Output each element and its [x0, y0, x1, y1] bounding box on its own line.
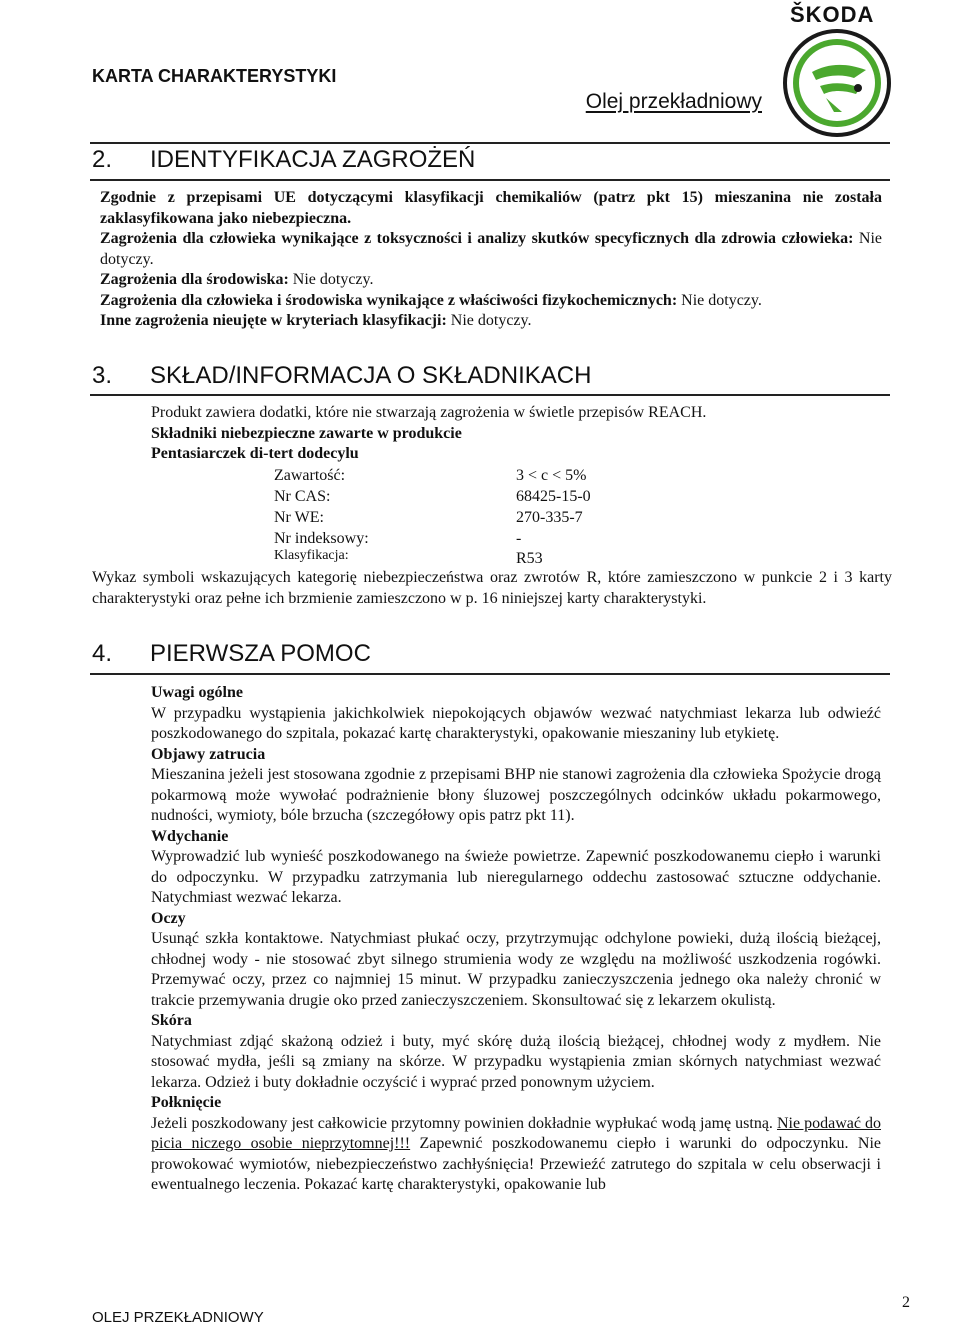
- section-2-title: IDENTYFIKACJA ZAGROŻEŃ: [150, 146, 476, 173]
- hazardous-components-heading: Składniki niebezpieczne zawarte w produkcie: [151, 424, 462, 442]
- section-2-body: [100, 188, 882, 332]
- other-hazards-value: Nie dotyczy.: [450, 312, 532, 329]
- health-hazards: [100, 229, 882, 270]
- other-hazards-label: Inne zagrożenia nieujęte w kryteriach klasyfikacji:: [100, 312, 447, 329]
- composition-label: Zawartość:: [274, 467, 346, 484]
- section-3-number: 3.: [92, 362, 113, 389]
- cas-label: Nr CAS:: [274, 488, 331, 505]
- symptoms-text: Mieszanina jeżeli jest stosowana zgodnie z przepisami BHP nie stanowi zagrożenia dla człowieka Spożycie drogą pokarmową może wywołać podrażnienie błony śluzowej poszczególnych odcinków układu pokarmowego, nudności, wymioty, bóle brzucha (szczegółowy opis patrz pkt 11).: [151, 766, 881, 824]
- ingestion-warning: Nie podawać do picia niczego osobie nieprzytomnej!!!: [151, 1114, 882, 1152]
- inhalation-text: Wyprowadzić lub wynieść poszkodowanego na świeże powietrze. Zapewnić poszkodowanemu ciepło i warunki do odpoczynku. W przypadku zatrzymania lub nieregularnego oddechu zastosować sztuczne oddychanie. Natychmiast wezwać lekarza.: [151, 848, 881, 906]
- eyes-text: Usunąć szkła kontaktowe. Natychmiast płukać oczy, przytrzymując odchylone powieki, dużą ilością bieżącej, chłodnej wody - nie stosować zbyt silnego strumienia wody ze względu na możliwość uszkodzenia rogówki. Przemywać oczy, przez co najmniej 15 minut. W przypadku zanieczyszczenia jednego oka należy chronić w trakcie przemywania drugie oko przed zanieczyszczeniem. Skonsultować się z lekarzem okulistą.: [151, 930, 881, 1009]
- general-heading: Uwagi ogólne: [151, 684, 243, 701]
- ingestion-text-a: Jeżeli poszkodowany jest całkowicie przytomny powinien dokładnie wypłukać wodą jamę ustną.: [151, 1114, 773, 1132]
- health-hazards-label: Zagrożenia dla człowieka wynikające z toksyczności i analizy skutków specyficznych dla zdrowia człowieka:: [100, 230, 854, 247]
- environment-hazards-value: Nie dotyczy.: [292, 271, 374, 288]
- skin-heading: Skóra: [151, 1012, 192, 1029]
- section-4-number: 4.: [92, 640, 113, 667]
- eyes-heading: Oczy: [151, 909, 186, 927]
- ec-value: 270-335-7: [516, 509, 583, 526]
- reach-statement: Produkt zawiera dodatki, które nie stwarzają zagrożenia w świetle przepisów REACH.: [151, 404, 707, 421]
- ingestion-text-b: Zapewnić poszkodowanemu ciepło i warunki do odpoczynku. Nie prowokować wymiotów, niebezpieczeństwo zachłyśnięcia! Przewieźć zatrutego do szpitala w celu obserwacji i ewentualnego leczenia. Pokazać kartę charakterystyki, opakowanie lub: [151, 1135, 882, 1193]
- index-label: Nr indeksowy:: [274, 530, 369, 547]
- footer-product-name: OLEJ PRZEKŁADNIOWY: [92, 1309, 264, 1326]
- section-3-divider: [90, 394, 890, 396]
- classification-statement: Zgodnie z przepisami UE dotyczącymi klasyfikacji chemikaliów (patrz pkt 15) mieszanina nie została zaklasyfikowana jako niebezpieczna.: [100, 189, 882, 227]
- section-4-heading: [92, 640, 371, 668]
- cas-value: 68425-15-0: [516, 488, 591, 505]
- inhalation-heading: Wdychanie: [151, 827, 229, 845]
- product-title: Olej przekładniowy: [585, 90, 762, 113]
- symptoms-heading: Objawy zatrucia: [151, 745, 266, 763]
- section-3-intro: [151, 403, 881, 465]
- ec-label: Nr WE:: [274, 509, 324, 526]
- section-4-divider: [90, 673, 890, 675]
- document-title: KARTA CHARAKTERYSTYKI: [92, 66, 337, 86]
- classification-value: R53: [516, 550, 543, 567]
- section-2-divider: [90, 179, 890, 181]
- section-3-title: SKŁAD/INFORMACJA O SKŁADNIKACH: [150, 362, 592, 389]
- general-text: W przypadku wystąpienia jakichkolwiek niepokojących objawów wezwać natychmiast lekarza lub odwieźć poszkodowanego do szpitala, pokazać kartę charakterystyki, opakowanie mieszaniny lub etykietę.: [151, 704, 881, 742]
- index-value: -: [516, 530, 522, 547]
- composition-value: 3 < c < 5%: [516, 467, 587, 484]
- section-2-number: 2.: [92, 146, 113, 173]
- brand-wordmark: ŠKODA: [790, 2, 875, 27]
- physchem-hazards-label: Zagrożenia dla człowieka i środowiska wynikające z właściwości fizykochemicznych:: [100, 291, 678, 309]
- header-divider: [90, 142, 890, 144]
- section-4-title: PIERWSZA POMOC: [150, 640, 371, 667]
- skoda-logo-icon: [782, 28, 892, 138]
- section-3-note: [92, 568, 892, 609]
- other-hazards: [100, 311, 882, 332]
- ingestion-heading: Połknięcie: [151, 1094, 222, 1111]
- section-3-heading: [92, 362, 591, 390]
- physchem-hazards-value: Nie dotyczy.: [681, 291, 762, 309]
- physchem-hazards: [100, 291, 882, 312]
- section-4-body: [151, 683, 881, 1196]
- symbols-note: Wykaz symboli wskazujących kategorię niebezpieczeństwa oraz zwrotów R, które zamieszczono w punkcie 2 i 3 karty charakterystyki oraz pełne ich brzmienie zamieszczono w p. 16 niniejszej karty charakterystyki.: [92, 569, 892, 607]
- skin-text: Natychmiast zdjąć skażoną odzież i buty, myć skórę dużą ilością bieżącej, chłodnej wody z mydłem. Nie stosować mydła, jeśli są zmiany na skórze. W przypadku wystąpienia zmian skórnych natychmiast wezwać lekarza. Odzież i buty dokładnie oczyścić i wyprać przed ponownym użyciem.: [151, 1032, 881, 1091]
- section-2-heading: [92, 146, 475, 174]
- classification-label: Klasyfikacja:: [274, 548, 349, 563]
- environment-hazards-label: Zagrożenia dla środowiska:: [100, 271, 289, 288]
- health-hazards-value: Nie dotyczy.: [100, 230, 882, 268]
- page-number: 2: [902, 1294, 910, 1311]
- environment-hazards: [100, 270, 882, 291]
- ingestion-text: [151, 1114, 881, 1196]
- substance-name: Pentasiarczek di-tert dodecylu: [151, 445, 359, 462]
